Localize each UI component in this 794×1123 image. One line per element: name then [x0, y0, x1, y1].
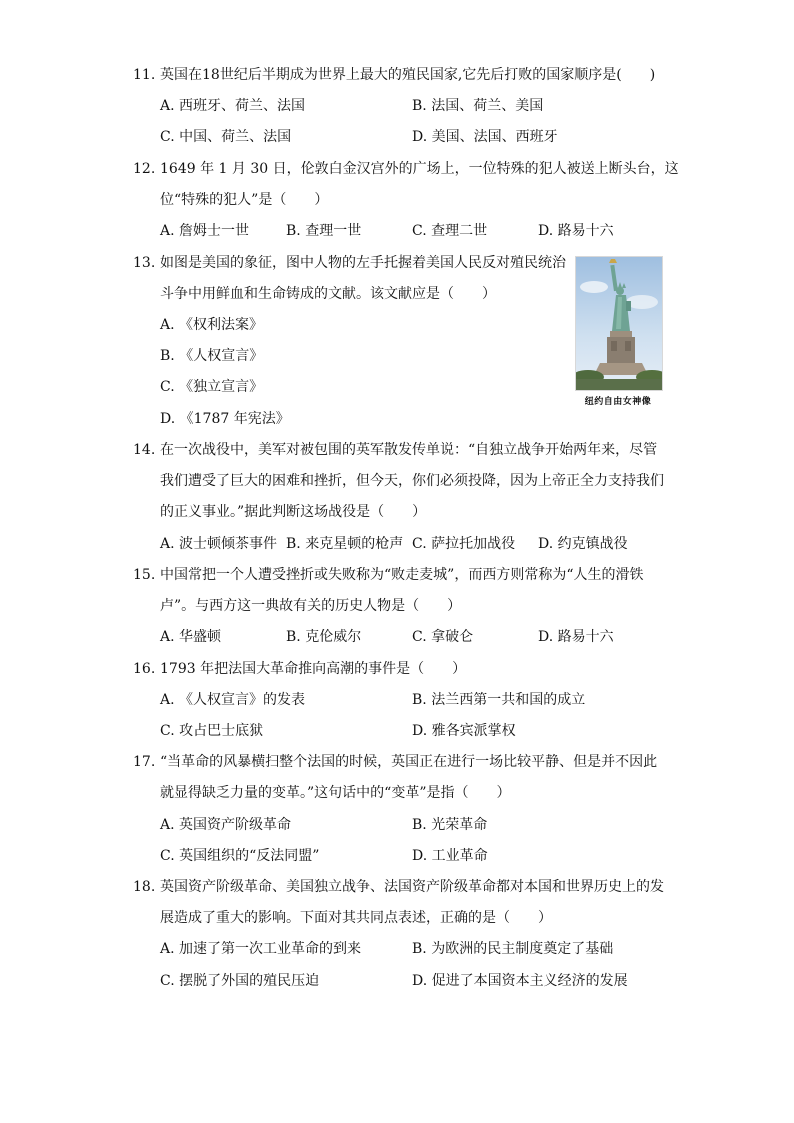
question-12-option-c: C. 查理二世	[412, 223, 488, 239]
question-11-option-a: A. 西班牙、荷兰、法国	[160, 98, 306, 114]
question-15-option-b: B. 克伦威尔	[286, 629, 362, 645]
question-16-option-d: D. 雅各宾派掌权	[412, 723, 516, 739]
question-17-option-c: C. 英国组织的“反法同盟”	[160, 848, 320, 864]
question-16-option-c: C. 攻占巴士底狱	[160, 723, 264, 739]
question-17-option-d: D. 工业革命	[412, 848, 488, 864]
question-11-option-b: B. 法国、荷兰、美国	[412, 98, 544, 114]
question-13-number: 13.	[133, 255, 156, 271]
question-12-option-a: A. 詹姆士一世	[160, 223, 250, 239]
question-12-option-d: D. 路易十六	[538, 223, 614, 239]
question-13-stem-line-2: 斗争中用鲜血和生命铸成的文献。该文献应是（ ）	[160, 286, 496, 302]
question-18-number: 18.	[133, 879, 156, 895]
question-15-option-a: A. 华盛顿	[160, 629, 222, 645]
question-13-option-d: D. 《1787 年宪法》	[160, 411, 290, 427]
question-14-option-d: D. 约克镇战役	[538, 536, 628, 552]
question-11-stem: 英国在18世纪后半期成为世界上最大的殖民国家,它先后打败的国家顺序是( )	[160, 67, 656, 83]
question-14-option-b: B. 来克星顿的枪声	[286, 536, 404, 552]
question-17-stem-line-2: 就显得缺乏力量的变革。”这句话中的“变革”是指（ ）	[160, 785, 511, 801]
question-13-option-b: B. 《人权宣言》	[160, 348, 264, 364]
question-13-option-c: C. 《独立宣言》	[160, 379, 264, 395]
question-18-option-b: B. 为欧洲的民主制度奠定了基础	[412, 941, 614, 957]
statue-of-liberty-illustration	[576, 257, 662, 390]
question-12-option-b: B. 查理一世	[286, 223, 362, 239]
question-14-option-a: A. 波士顿倾茶事件	[160, 536, 278, 552]
question-13-option-a: A. 《权利法案》	[160, 317, 264, 333]
question-15-stem-line-1: 中国常把一个人遭受挫折或失败称为“败走麦城”，而西方则常称为“人生的滑铁	[160, 567, 644, 583]
question-18-stem-line-1: 英国资产阶级革命、美国独立战争、法国资产阶级革命都对本国和世界历史上的发	[160, 879, 664, 895]
question-18-option-a: A. 加速了第一次工业革命的到来	[160, 941, 362, 957]
question-14-stem-line-3: 的正义事业。”据此判断这场战役是（ ）	[160, 504, 427, 520]
question-14-stem-line-2: 我们遭受了巨大的困难和挫折，但今天，你们必须投降，因为上帝正全力支持我们	[160, 473, 664, 489]
question-11-option-c: C. 中国、荷兰、法国	[160, 129, 292, 145]
question-17-stem-line-1: “当革命的风暴横扫整个法国的时候，英国正在进行一场比较平静、但是并不因此	[160, 754, 658, 770]
question-18-stem-line-2: 展造成了重大的影响。下面对其共同点表述，正确的是（ ）	[160, 910, 552, 926]
figure-caption: 纽约自由女神像	[584, 397, 652, 407]
question-11-number: 11.	[133, 67, 156, 83]
question-18-option-d: D. 促进了本国资本主义经济的发展	[412, 973, 628, 989]
question-16-option-b: B. 法兰西第一共和国的成立	[412, 692, 586, 708]
question-12-stem-line-2: 位“特殊的犯人”是（ ）	[160, 192, 329, 208]
question-15-stem-line-2: 卢”。与西方这一典故有关的历史人物是（ ）	[160, 598, 462, 614]
question-16-number: 16.	[133, 661, 156, 677]
question-17-option-a: A. 英国资产阶级革命	[160, 817, 292, 833]
question-14-stem-line-1: 在一次战役中，美军对被包围的英军散发传单说：“自独立战争开始两年来，尽管	[160, 442, 658, 458]
question-15-option-d: D. 路易十六	[538, 629, 614, 645]
question-12-stem-line-1: 1649 年 1 月 30 日，伦敦白金汉宫外的广场上，一位特殊的犯人被送上断头台，这	[160, 161, 679, 177]
statue-of-liberty-image	[575, 256, 663, 391]
question-15-option-c: C. 拿破仑	[412, 629, 474, 645]
question-17-number: 17.	[133, 754, 156, 770]
question-18-option-c: C. 摆脱了外国的殖民压迫	[160, 973, 320, 989]
question-14-number: 14.	[133, 442, 156, 458]
question-13-stem-line-1: 如图是美国的象征，图中人物的左手托握着美国人民反对殖民统治	[160, 255, 566, 271]
question-16-option-a: A. 《人权宣言》的发表	[160, 692, 306, 708]
question-17-option-b: B. 光荣革命	[412, 817, 488, 833]
question-12-number: 12.	[133, 161, 156, 177]
question-15-number: 15.	[133, 567, 156, 583]
question-16-stem: 1793 年把法国大革命推向高潮的事件是（ ）	[160, 661, 467, 677]
question-11-option-d: D. 美国、法国、西班牙	[412, 129, 558, 145]
question-14-option-c: C. 萨拉托加战役	[412, 536, 516, 552]
